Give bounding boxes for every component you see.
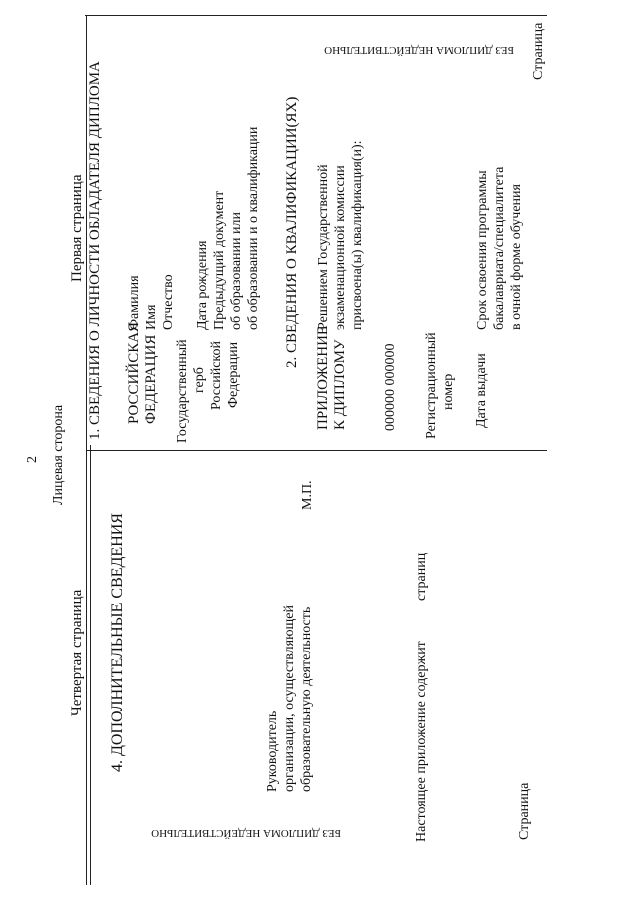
page-number: 2	[25, 456, 40, 463]
side-title: Лицевая сторона	[51, 404, 66, 505]
stamp-mp: М.П.	[300, 480, 315, 510]
issue-date-label: Дата выдачи	[474, 353, 489, 428]
invalid-note-first: БЕЗ ДИПЛОМА НЕДЕЙСТВИТЕЛЬНО	[324, 44, 514, 56]
invalid-note-fourth: БЕЗ ДИПЛОМА НЕДЕЙСТВИТЕЛЬНО	[151, 827, 341, 839]
country-line-1: РОССИЙСКАЯ	[126, 321, 142, 424]
head-line-1: Руководитель	[265, 710, 280, 792]
reg-line-2: номер	[441, 373, 456, 410]
field-patronymic: Отчество	[161, 274, 176, 330]
appendix-line-2: К ДИПЛОМУ	[332, 339, 348, 430]
emblem-line-3: Российской	[209, 341, 224, 410]
field-surname: Фамилия	[127, 275, 142, 330]
country-line-2: ФЕДЕРАЦИЯ	[143, 334, 159, 424]
attachment-text: Настоящее приложение содержит	[414, 641, 429, 842]
term-line-2: бакалавриата/специалитета	[492, 166, 507, 330]
field-prev-doc: Предыдущий документ	[212, 190, 227, 330]
top-border	[85, 15, 547, 16]
head-line-3: образовательную деятельность	[299, 606, 314, 792]
field-prev-doc-2: об образовании или	[229, 212, 244, 330]
field-birth-date: Дата рождения	[195, 240, 210, 330]
head-line-2: организации, осуществляющей	[282, 604, 297, 792]
center-divider	[86, 450, 547, 451]
decision-line-1: Решением Государственной	[316, 164, 331, 330]
field-prev-doc-3: об образовании и о квалификации	[246, 126, 261, 330]
appendix-line-1: ПРИЛОЖЕНИЕ	[315, 325, 331, 430]
decision-line-2: экзаменационной комиссии	[333, 165, 348, 330]
fourth-page-title: Четвертая страница	[69, 589, 85, 716]
left-inner-border	[90, 445, 91, 885]
page-label-fourth: Страница	[517, 782, 532, 840]
section2-heading: 2. СВЕДЕНИЯ О КВАЛИФИКАЦИИ(ЯХ)	[284, 96, 300, 368]
decision-line-3: присвоена(ы) квалификация(и):	[350, 140, 365, 330]
field-name: Имя	[144, 304, 159, 330]
reg-line-1: Регистрационный	[424, 332, 439, 439]
diploma-number: 000000 000000	[383, 343, 398, 431]
term-line-1: Срок освоения программы	[475, 170, 490, 330]
attachment-unit: страниц	[414, 552, 429, 601]
term-line-3: в очной форме обучения	[509, 184, 524, 330]
section4-heading: 4. ДОПОЛНИТЕЛЬНЫЕ СВЕДЕНИЯ	[109, 513, 126, 772]
emblem-line-1: Государственный	[175, 339, 190, 443]
emblem-line-2: герб	[192, 367, 207, 393]
section1-heading: 1. СВЕДЕНИЯ О ЛИЧНОСТИ ОБЛАДАТЕЛЯ ДИПЛОМА	[87, 61, 103, 440]
emblem-line-4: Федерации	[226, 341, 241, 408]
page-label-first: Страница	[531, 22, 546, 80]
first-page-title: Первая страница	[69, 174, 85, 282]
